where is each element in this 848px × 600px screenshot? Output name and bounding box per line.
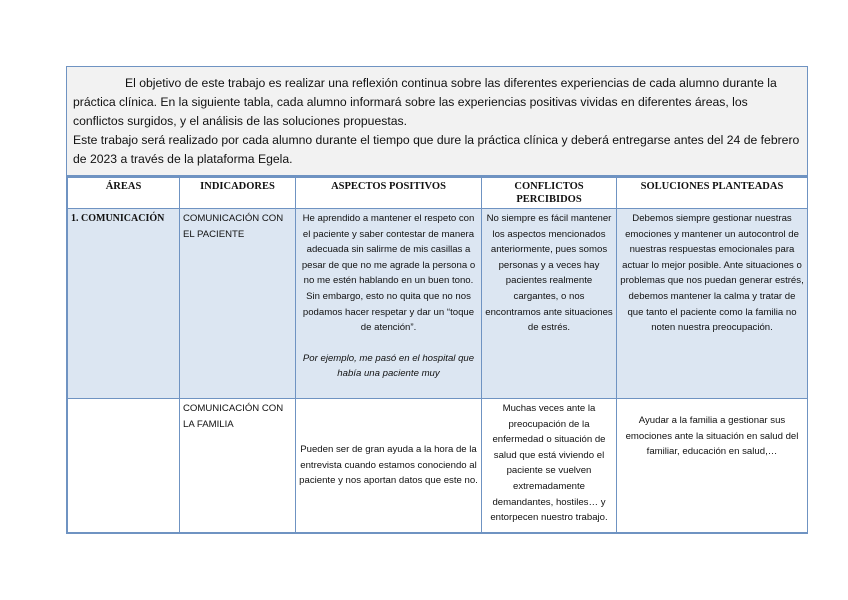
header-positive-aspects: ASPECTOS POSITIVOS — [296, 178, 482, 209]
positive-example-text: Por ejemplo, me pasó en el hospital que había una paciente muy — [302, 352, 475, 380]
cell-area — [68, 399, 180, 533]
header-solutions: SOLUCIONES PLANTEADAS — [617, 178, 808, 209]
table-row — [68, 209, 808, 399]
cell-solutions: Debemos siempre gestionar nuestras emociones y mantener un autocontrol de nuestras respuestas emocionales para actuar lo mejor posible. Ante situaciones o problemas que nos puedan generar estrés, debemos mantener la calma y tratar de que tanto el paciente como la familia no noten nuestra preocupación. — [617, 209, 808, 399]
reflection-table — [67, 177, 808, 533]
intro-box — [67, 67, 807, 177]
cell-positive: Pueden ser de gran ayuda a la hora de la entrevista cuando estamos conociendo al paciente y nos aportan datos que este no. — [296, 399, 482, 533]
cell-positive — [296, 209, 482, 399]
cell-solutions: Ayudar a la familia a gestionar sus emociones ante la situación en salud del familiar, educación en salud,… — [617, 399, 808, 533]
cell-indicator: COMUNICACIÓN CON LA FAMILIA — [180, 399, 296, 533]
cell-conflicts: No siempre es fácil mantener los aspectos mencionados anteriormente, pues somos personas y a veces hay pacientes realmente cargantes, o nos encontramos ante situaciones de estrés. — [482, 209, 617, 399]
header-conflicts: CONFLICTOS PERCIBIDOS — [482, 178, 617, 209]
table-header-row — [68, 178, 808, 209]
header-indicators: INDICADORES — [180, 178, 296, 209]
header-areas: ÁREAS — [68, 178, 180, 209]
cell-conflicts: Muchas veces ante la preocupación de la enfermedad o situación de salud que está viviendo el paciente se vuelven extremadamente demandantes, hostiles… y entorpecen nuestro trabajo. — [482, 399, 617, 533]
table-row — [68, 399, 808, 533]
cell-area: 1. COMUNICACIÓN — [68, 209, 180, 399]
intro-paragraph-2: Este trabajo será realizado por cada alumno durante el tiempo que dure la práctica clínica y deberá entregarse antes del 24 de febrero de 2023 a través de la plataforma Egela. — [73, 133, 800, 166]
document-frame — [66, 66, 808, 534]
cell-indicator: COMUNICACIÓN CON EL PACIENTE — [180, 209, 296, 399]
intro-paragraph-1: El objetivo de este trabajo es realizar una reflexión continua sobre las diferentes experiencias de cada alumno durante la práctica clínica. En la siguiente tabla, cada alumno informará sobre las experiencias positivas vividas en diferentes áreas, los conflictos surgidos, y el análisis de las soluciones propuestas. — [73, 76, 777, 128]
positive-text: He aprendido a mantener el respeto con el paciente y saber contestar de manera adecuada sin salirme de mis casillas a pesar de que no me agrade la persona o no me estén hablando en un buen tono. Sin embargo, esto no quita que no nos podamos hacer respetar y dar un “toque de atención”. — [301, 213, 476, 334]
